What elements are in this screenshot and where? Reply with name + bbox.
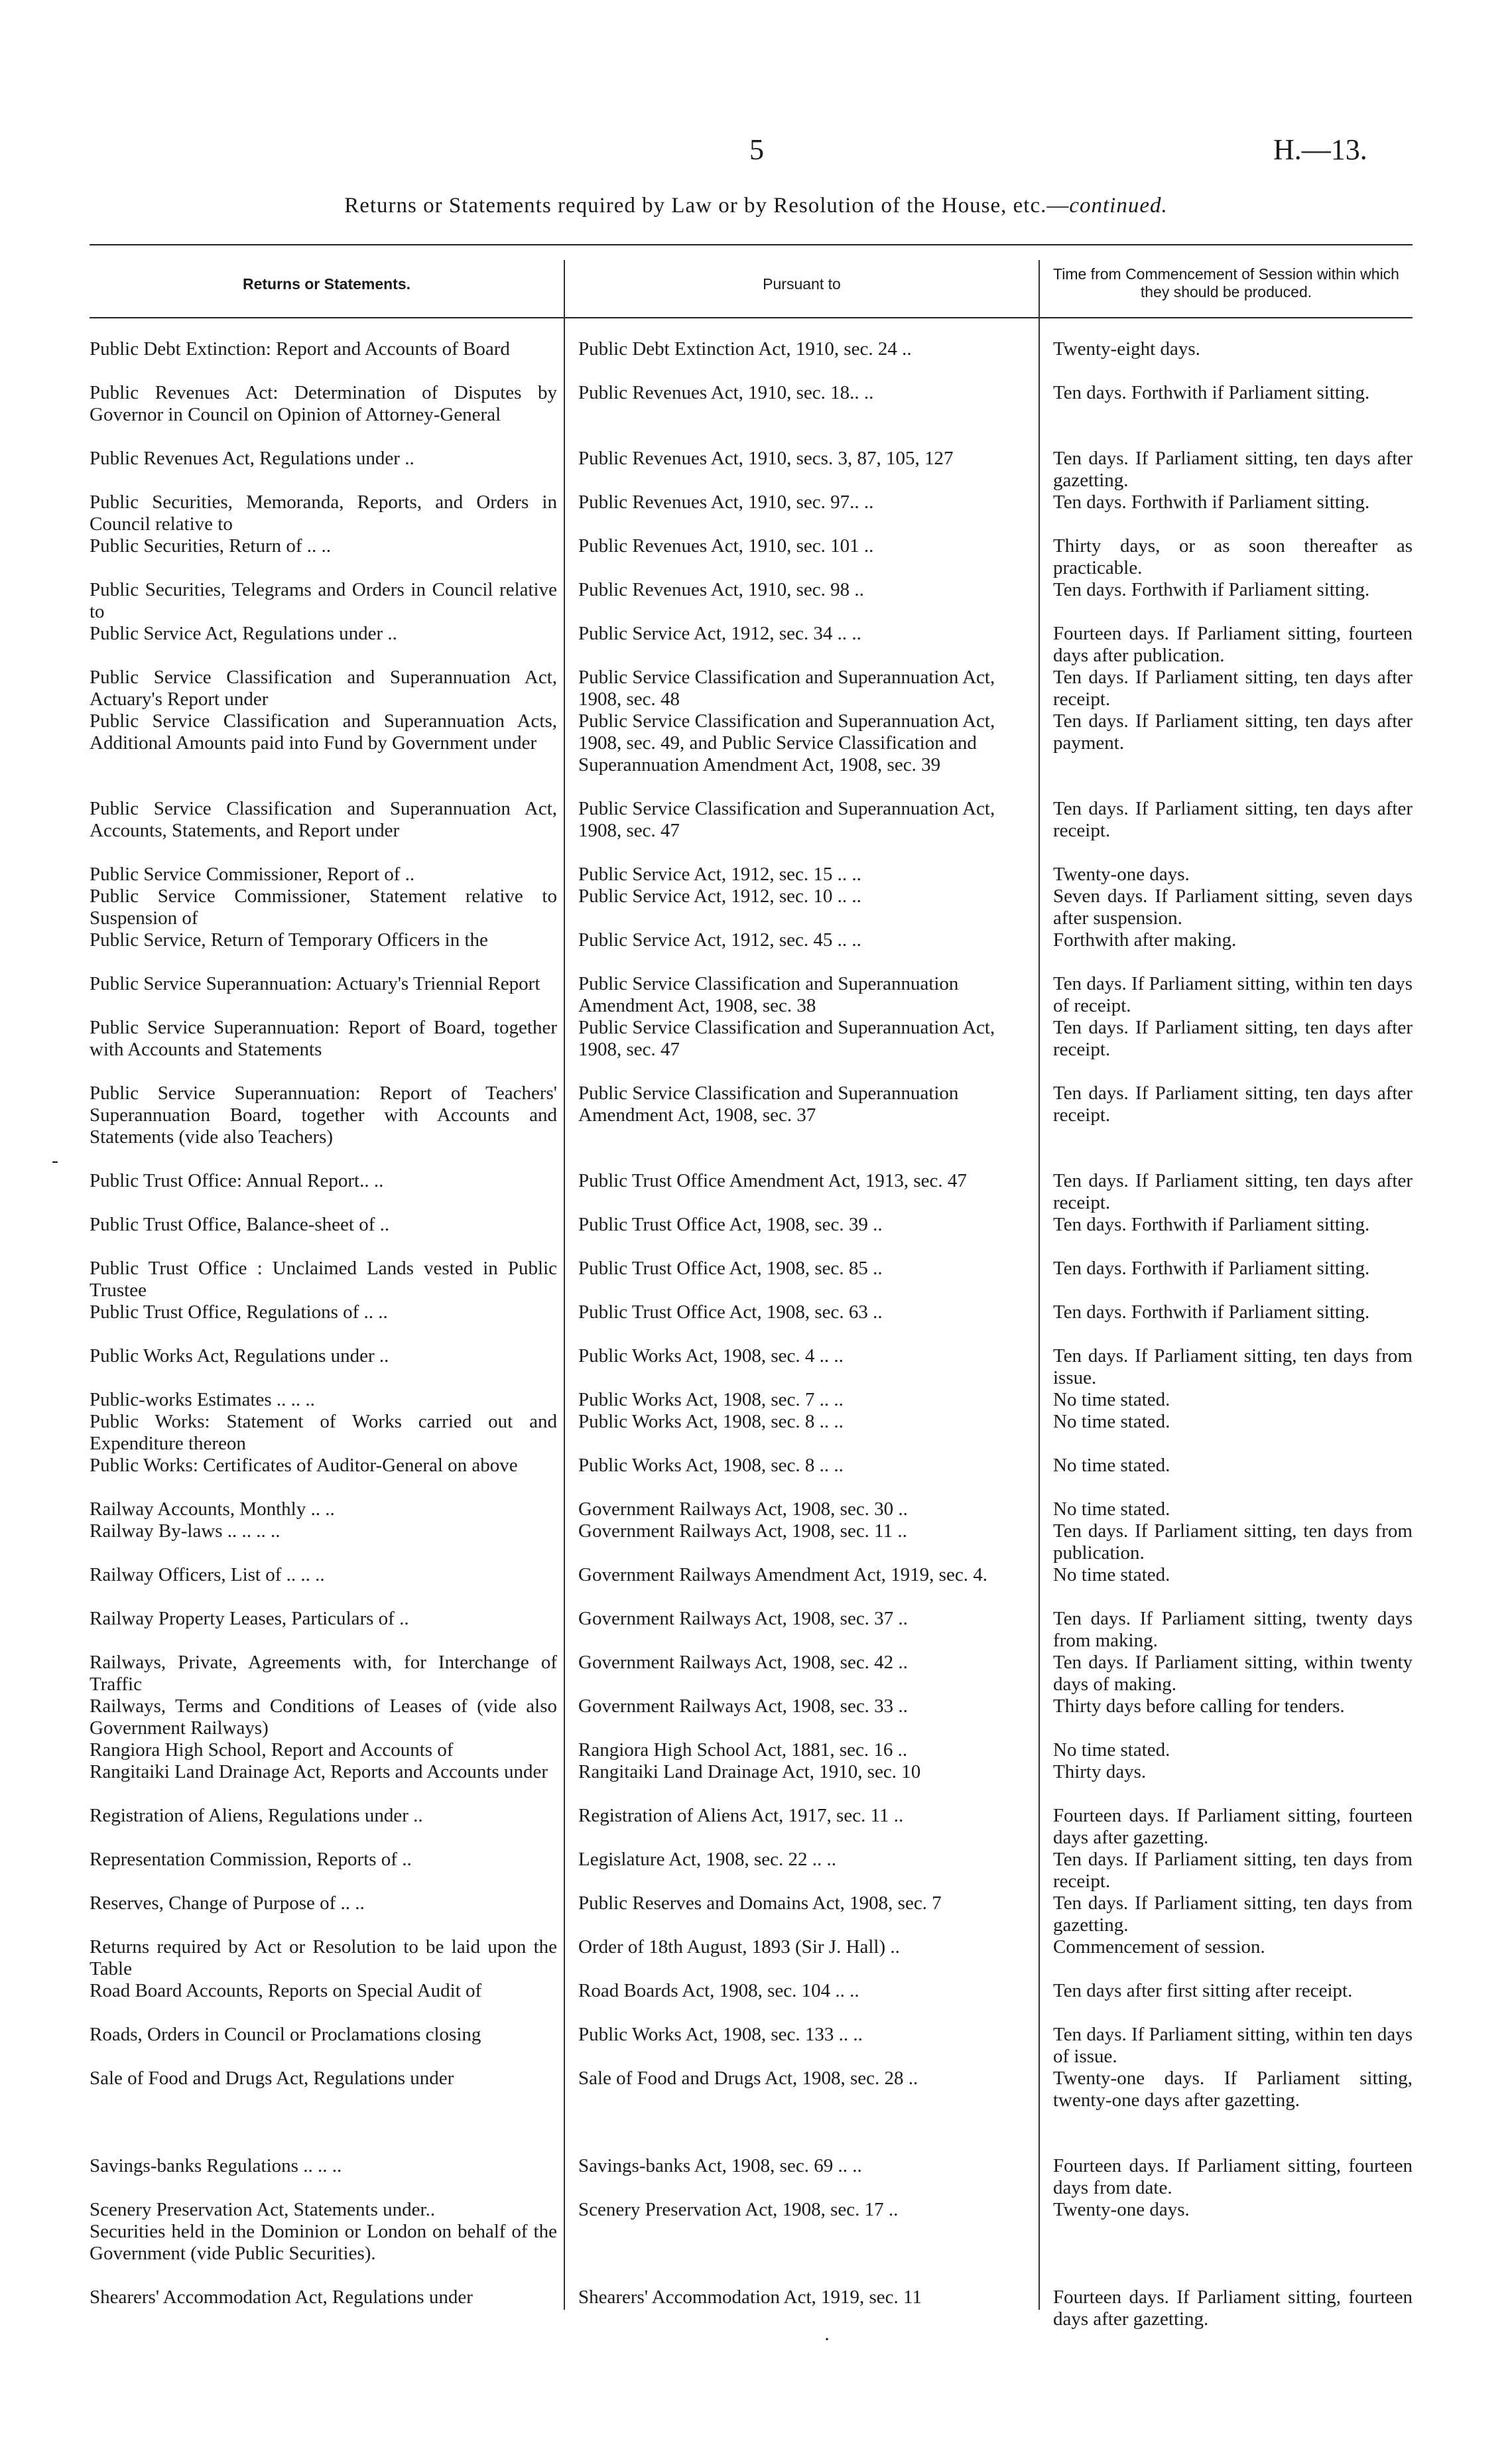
table-row bbox=[90, 1170, 1413, 1214]
pursuant-cell: Order of 18th August, 1893 (Sir J. Hall) .. bbox=[578, 1936, 900, 1958]
table-row bbox=[90, 1214, 1413, 1258]
pursuant-cell: Sale of Food and Drugs Act, 1908, sec. 28 .. bbox=[578, 2068, 918, 2089]
returns-cell: Railway Accounts, Monthly .. .. bbox=[90, 1498, 335, 1520]
table-row bbox=[90, 1345, 1413, 1389]
returns-cell: Public Service Superannuation: Report of Teachers' Superannuation Board, together with Accounts and Statements (vide also Teachers) bbox=[90, 1083, 557, 1148]
returns-cell: Public Service Classification and Superannuation Act, Accounts, Statements, and Report under bbox=[90, 798, 557, 841]
returns-cell: Rangiora High School, Report and Accounts of bbox=[90, 1739, 454, 1761]
returns-cell: Shearers' Accommodation Act, Regulations under bbox=[90, 2287, 473, 2308]
table-row bbox=[90, 579, 1413, 623]
pursuant-cell: Public Revenues Act, 1910, sec. 101 .. bbox=[578, 535, 874, 557]
time-cell bbox=[1039, 2221, 1413, 2287]
pursuant-cell: Public Service Act, 1912, sec. 15 .. .. bbox=[578, 864, 861, 885]
time-cell: Ten days. If Parliament sitting, ten days from publication. bbox=[1053, 1520, 1413, 1563]
table-row bbox=[90, 338, 1413, 382]
time-cell: Fourteen days. If Parliament sitting, fourteen days after gazetting. bbox=[1053, 1805, 1413, 1848]
returns-cell: Returns required by Act or Resolution to be laid upon the Table bbox=[90, 1936, 557, 1979]
time-cell: Twenty-one days. bbox=[1053, 864, 1190, 885]
pursuant-cell: Government Railways Act, 1908, sec. 30 .. bbox=[578, 1498, 908, 1520]
pursuant-cell: Public Service Classification and Superannuation Act, 1908, sec. 47 bbox=[578, 1017, 995, 1060]
stray-mark: · bbox=[824, 2328, 830, 2350]
time-cell: Ten days. Forthwith if Parliament sitting. bbox=[1053, 579, 1370, 600]
returns-cell: Reserves, Change of Purpose of .. .. bbox=[90, 1893, 365, 1914]
pursuant-cell: Public Trust Office Act, 1908, sec. 39 .. bbox=[578, 1214, 883, 1235]
table-row bbox=[90, 2287, 1413, 2330]
pursuant-cell: Public Service Classification and Superannuation Amendment Act, 1908, sec. 38 bbox=[578, 973, 959, 1016]
pursuant-cell: Public Works Act, 1908, sec. 133 .. .. bbox=[578, 2024, 863, 2045]
margin-mark: - bbox=[52, 1150, 58, 1171]
header-rule bbox=[90, 317, 1413, 318]
table-row bbox=[90, 535, 1413, 579]
returns-cell: Securities held in the Dominion or London on behalf of the Government (vide Public Securities). bbox=[90, 2221, 557, 2264]
column-header-pursuant: Pursuant to bbox=[763, 275, 841, 293]
pursuant-cell bbox=[564, 2221, 1039, 2287]
time-cell: No time stated. bbox=[1053, 1498, 1170, 1520]
returns-cell: Public Service Classification and Superannuation Acts, Additional Amounts paid into Fund by Government under bbox=[90, 710, 557, 754]
pursuant-cell: Public Works Act, 1908, sec. 4 .. .. bbox=[578, 1345, 844, 1366]
pursuant-cell: Rangiora High School Act, 1881, sec. 16 .. bbox=[578, 1739, 908, 1761]
pursuant-cell: Public Revenues Act, 1910, sec. 98 .. bbox=[578, 579, 864, 600]
table-row bbox=[90, 929, 1413, 973]
table-row bbox=[90, 1498, 1413, 1520]
time-cell: Forthwith after making. bbox=[1053, 929, 1237, 951]
running-title-continued: continued. bbox=[1069, 194, 1168, 218]
time-cell: Ten days. If Parliament sitting, ten days after receipt. bbox=[1053, 1170, 1413, 1213]
time-cell: Thirty days, or as soon thereafter as practicable. bbox=[1053, 535, 1413, 578]
table-row bbox=[90, 667, 1413, 710]
pursuant-cell: Public Service Act, 1912, sec. 45 .. .. bbox=[578, 929, 861, 951]
column-header-returns: Returns or Statements. bbox=[242, 275, 411, 293]
pursuant-cell: Government Railways Act, 1908, sec. 37 .. bbox=[578, 1608, 908, 1629]
returns-cell: Road Board Accounts, Reports on Special Audit of bbox=[90, 1980, 482, 2001]
returns-cell: Representation Commission, Reports of .. bbox=[90, 1849, 412, 1870]
time-cell: Ten days. If Parliament sitting, within twenty days of making. bbox=[1053, 1652, 1413, 1695]
table-row bbox=[90, 1739, 1413, 1761]
returns-cell: Public Revenues Act: Determination of Disputes by Governor in Council on Opinion of Attorney-General bbox=[90, 382, 557, 425]
table-row bbox=[90, 623, 1413, 667]
table-row bbox=[90, 1017, 1413, 1083]
table-row bbox=[90, 1455, 1413, 1498]
returns-cell: Public Debt Extinction: Report and Accounts of Board bbox=[90, 338, 510, 360]
pursuant-cell: Public Revenues Act, 1910, secs. 3, 87, 105, 127 bbox=[578, 448, 954, 469]
time-cell: Seven days. If Parliament sitting, seven days after suspension. bbox=[1053, 886, 1413, 929]
table-row bbox=[90, 2068, 1413, 2155]
pursuant-cell: Public Revenues Act, 1910, sec. 18.. .. bbox=[578, 382, 874, 403]
time-cell: Commencement of session. bbox=[1053, 1936, 1265, 1958]
document-code: H.—13. bbox=[1273, 133, 1367, 166]
returns-cell: Railways, Terms and Conditions of Leases of (vide also Government Railways) bbox=[90, 1695, 557, 1739]
time-cell: Twenty-one days. bbox=[1053, 2199, 1190, 2220]
time-cell: Ten days. Forthwith if Parliament sitting. bbox=[1053, 1301, 1370, 1323]
returns-cell: Public Service Act, Regulations under .. bbox=[90, 623, 397, 644]
time-cell: Ten days. Forthwith if Parliament sitting. bbox=[1053, 492, 1370, 513]
table-row bbox=[90, 798, 1413, 864]
pursuant-cell: Government Railways Act, 1908, sec. 33 .. bbox=[578, 1695, 908, 1717]
returns-table-body bbox=[90, 338, 1413, 2330]
pursuant-cell: Rangitaiki Land Drainage Act, 1910, sec. 10 bbox=[578, 1761, 921, 1782]
time-cell: No time stated. bbox=[1053, 1455, 1170, 1476]
time-cell: Ten days. If Parliament sitting, within ten days of receipt. bbox=[1053, 973, 1413, 1016]
time-cell: Ten days. If Parliament sitting, ten days after payment. bbox=[1053, 710, 1413, 754]
pursuant-cell: Legislature Act, 1908, sec. 22 .. .. bbox=[578, 1849, 836, 1870]
time-cell: Ten days. If Parliament sitting, ten days from issue. bbox=[1053, 1345, 1413, 1388]
table-row bbox=[90, 2024, 1413, 2068]
pursuant-cell: Scenery Preservation Act, 1908, sec. 17 .. bbox=[578, 2199, 899, 2220]
returns-cell: Public Service Superannuation: Actuary's Triennial Report bbox=[90, 973, 540, 994]
returns-cell: Roads, Orders in Council or Proclamations closing bbox=[90, 2024, 481, 2045]
table-row bbox=[90, 1083, 1413, 1170]
table-row bbox=[90, 382, 1413, 448]
table-row bbox=[90, 1695, 1413, 1739]
time-cell: Ten days. Forthwith if Parliament sitting. bbox=[1053, 1214, 1370, 1235]
time-cell: Twenty-eight days. bbox=[1053, 338, 1200, 360]
column-header-time: Time from Commencement of Session within which they should be produced. bbox=[1053, 265, 1399, 300]
time-cell: Ten days. If Parliament sitting, ten days after receipt. bbox=[1053, 1083, 1413, 1126]
pursuant-cell: Shearers' Accommodation Act, 1919, sec. 11 bbox=[578, 2287, 922, 2308]
returns-cell: Public Trust Office, Balance-sheet of .. bbox=[90, 1214, 390, 1235]
pursuant-cell: Public Service Classification and Superannuation Act, 1908, sec. 47 bbox=[578, 798, 995, 841]
table-row bbox=[90, 1936, 1413, 1980]
time-cell: No time stated. bbox=[1053, 1739, 1170, 1761]
table-row bbox=[90, 1520, 1413, 1564]
table-row bbox=[90, 2199, 1413, 2221]
returns-cell: Public Works: Certificates of Auditor-General on above bbox=[90, 1455, 518, 1476]
table-row bbox=[90, 1849, 1413, 1893]
table-row bbox=[90, 1564, 1413, 1608]
time-cell: Ten days. If Parliament sitting, ten days from gazetting. bbox=[1053, 1893, 1413, 1936]
returns-cell: Public Securities, Return of .. .. bbox=[90, 535, 332, 557]
pursuant-cell: Savings-banks Act, 1908, sec. 69 .. .. bbox=[578, 2155, 862, 2176]
table-row bbox=[90, 1980, 1413, 2024]
time-cell: Ten days. If Parliament sitting, ten days after receipt. bbox=[1053, 667, 1413, 710]
time-cell: Ten days after first sitting after receipt. bbox=[1053, 1980, 1353, 2001]
returns-cell: Railway By-laws .. .. .. .. bbox=[90, 1520, 281, 1542]
table-row bbox=[90, 492, 1413, 535]
pursuant-cell: Public Service Act, 1912, sec. 10 .. .. bbox=[578, 886, 861, 907]
returns-cell: Railways, Private, Agreements with, for Interchange of Traffic bbox=[90, 1652, 557, 1695]
returns-cell: Public Service, Return of Temporary Officers in the bbox=[90, 929, 488, 951]
pursuant-cell: Public Service Classification and Superannuation Act, 1908, sec. 49, and Public Service Classification and Superannuation Amendment Act, 1908, sec. 39 bbox=[578, 710, 995, 775]
returns-cell: Registration of Aliens, Regulations under .. bbox=[90, 1805, 423, 1826]
returns-cell: Public Service Classification and Superannuation Act, Actuary's Report under bbox=[90, 667, 557, 710]
time-cell: Ten days. If Parliament sitting, ten days from receipt. bbox=[1053, 1849, 1413, 1892]
time-cell: Thirty days before calling for tenders. bbox=[1053, 1695, 1345, 1717]
returns-cell: Sale of Food and Drugs Act, Regulations under bbox=[90, 2068, 454, 2089]
returns-cell: Public-works Estimates .. .. .. bbox=[90, 1389, 315, 1410]
pursuant-cell: Public Service Act, 1912, sec. 34 .. .. bbox=[578, 623, 861, 644]
returns-cell: Public Securities, Memoranda, Reports, and Orders in Council relative to bbox=[90, 492, 557, 535]
time-cell: Thirty days. bbox=[1053, 1761, 1147, 1782]
pursuant-cell: Public Trust Office Amendment Act, 1913, sec. 47 bbox=[578, 1170, 967, 1191]
running-title bbox=[0, 194, 1512, 218]
table-row bbox=[90, 1805, 1413, 1849]
returns-cell: Scenery Preservation Act, Statements under.. bbox=[90, 2199, 436, 2220]
table-row bbox=[90, 1893, 1413, 1936]
pursuant-cell: Public Works Act, 1908, sec. 8 .. .. bbox=[578, 1411, 844, 1432]
pursuant-cell: Registration of Aliens Act, 1917, sec. 11 .. bbox=[578, 1805, 904, 1826]
pursuant-cell: Public Works Act, 1908, sec. 7 .. .. bbox=[578, 1389, 844, 1410]
table-row bbox=[90, 1761, 1413, 1805]
returns-cell: Public Works Act, Regulations under .. bbox=[90, 1345, 389, 1366]
table-row bbox=[90, 1301, 1413, 1345]
table-row bbox=[90, 1389, 1413, 1411]
returns-cell: Rangitaiki Land Drainage Act, Reports and Accounts under bbox=[90, 1761, 548, 1782]
table-row bbox=[90, 2221, 1413, 2287]
returns-cell: Public Service Commissioner, Report of .. bbox=[90, 864, 415, 885]
time-cell: No time stated. bbox=[1053, 1564, 1170, 1585]
pursuant-cell: Road Boards Act, 1908, sec. 104 .. .. bbox=[578, 1980, 859, 2001]
returns-cell: Railway Officers, List of .. .. .. bbox=[90, 1564, 325, 1585]
pursuant-cell: Public Works Act, 1908, sec. 8 .. .. bbox=[578, 1455, 844, 1476]
pursuant-cell: Public Service Classification and Superannuation Amendment Act, 1908, sec. 37 bbox=[578, 1083, 959, 1126]
pursuant-cell: Public Service Classification and Superannuation Act, 1908, sec. 48 bbox=[578, 667, 995, 710]
pursuant-cell: Public Reserves and Domains Act, 1908, sec. 7 bbox=[578, 1893, 942, 1914]
returns-cell: Savings-banks Regulations .. .. .. bbox=[90, 2155, 342, 2176]
pursuant-cell: Government Railways Act, 1908, sec. 42 .. bbox=[578, 1652, 908, 1673]
time-cell: No time stated. bbox=[1053, 1389, 1170, 1410]
returns-cell: Public Service Superannuation: Report of Board, together with Accounts and Statements bbox=[90, 1017, 557, 1060]
table-row bbox=[90, 710, 1413, 798]
time-cell: Ten days. If Parliament sitting, ten days after gazetting. bbox=[1053, 448, 1413, 491]
pursuant-cell: Public Revenues Act, 1910, sec. 97.. .. bbox=[578, 492, 874, 513]
table-row bbox=[90, 864, 1413, 886]
table-row bbox=[90, 973, 1413, 1017]
time-cell: Ten days. Forthwith if Parliament sitting. bbox=[1053, 1258, 1370, 1279]
time-cell: Ten days. If Parliament sitting, ten days after receipt. bbox=[1053, 1017, 1413, 1060]
time-cell: Fourteen days. If Parliament sitting, fourteen days from date. bbox=[1053, 2155, 1413, 2198]
returns-cell: Public Trust Office, Regulations of .. .. bbox=[90, 1301, 388, 1323]
table-row bbox=[90, 448, 1413, 492]
pursuant-cell: Government Railways Act, 1908, sec. 11 .. bbox=[578, 1520, 907, 1542]
page-number: 5 bbox=[749, 133, 764, 166]
time-cell: Ten days. Forthwith if Parliament sitting. bbox=[1053, 382, 1370, 403]
table-row bbox=[90, 1411, 1413, 1455]
top-rule bbox=[90, 244, 1413, 245]
pursuant-cell: Government Railways Amendment Act, 1919, sec. 4. bbox=[578, 1564, 987, 1585]
running-title-main: Returns or Statements required by Law or by Resolution of the House, etc.— bbox=[344, 194, 1070, 218]
returns-cell: Railway Property Leases, Particulars of .. bbox=[90, 1608, 409, 1629]
time-cell: Fourteen days. If Parliament sitting, fourteen days after publication. bbox=[1053, 623, 1413, 666]
table-row bbox=[90, 2155, 1413, 2199]
returns-cell: Public Works: Statement of Works carried out and Expenditure thereon bbox=[90, 1411, 557, 1454]
table-row bbox=[90, 1652, 1413, 1695]
pursuant-cell: Public Trust Office Act, 1908, sec. 63 .. bbox=[578, 1301, 883, 1323]
time-cell: Ten days. If Parliament sitting, ten days after receipt. bbox=[1053, 798, 1413, 841]
returns-cell: Public Service Commissioner, Statement relative to Suspension of bbox=[90, 886, 557, 929]
returns-cell: Public Securities, Telegrams and Orders in Council relative to bbox=[90, 579, 557, 622]
table-row bbox=[90, 886, 1413, 929]
time-cell: Ten days. If Parliament sitting, twenty days from making. bbox=[1053, 1608, 1413, 1651]
returns-cell: Public Revenues Act, Regulations under .. bbox=[90, 448, 414, 469]
time-cell: Fourteen days. If Parliament sitting, fourteen days after gazetting. bbox=[1053, 2287, 1413, 2330]
pursuant-cell: Public Trust Office Act, 1908, sec. 85 .. bbox=[578, 1258, 883, 1279]
pursuant-cell: Public Debt Extinction Act, 1910, sec. 24 .. bbox=[578, 338, 912, 360]
returns-cell: Public Trust Office : Unclaimed Lands vested in Public Trustee bbox=[90, 1258, 557, 1301]
time-cell: Ten days. If Parliament sitting, within ten days of issue. bbox=[1053, 2024, 1413, 2067]
time-cell: No time stated. bbox=[1053, 1411, 1170, 1432]
table-row bbox=[90, 1258, 1413, 1301]
time-cell: Twenty-one days. If Parliament sitting, twenty-one days after gazetting. bbox=[1053, 2068, 1413, 2111]
table-row bbox=[90, 1608, 1413, 1652]
returns-cell: Public Trust Office: Annual Report.. .. bbox=[90, 1170, 384, 1191]
